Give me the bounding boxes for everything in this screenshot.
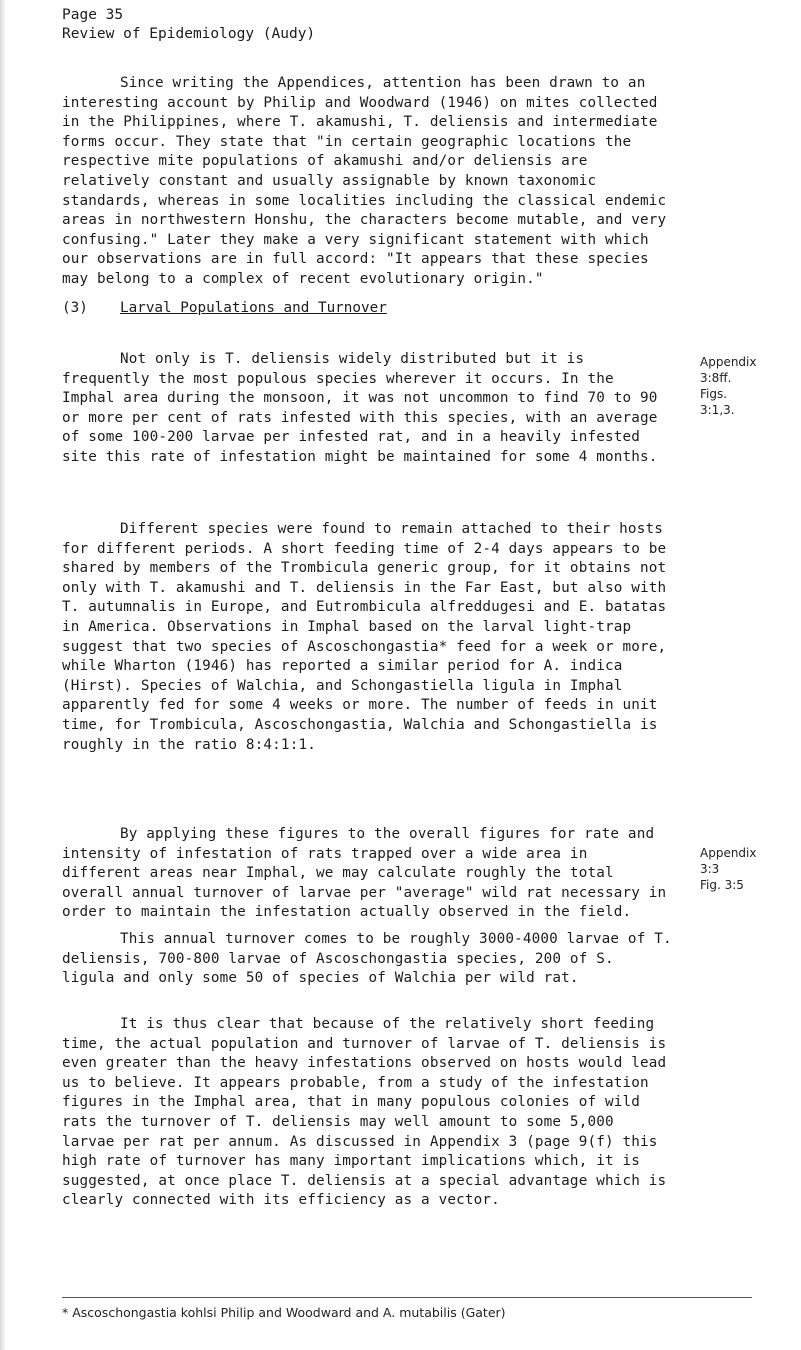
section-paragraph-3: By applying these figures to the overall figures for rate and intensity of infestation of rats trapped over a wide area in different areas near Imphal, we may calculate roughly the total overall annual turnover of larvae per "average" wild rat necessary in order to maintain the infestation actually observed in the field. <box>62 826 667 921</box>
page-edge-shadow <box>0 0 6 1350</box>
page-number: Page 35 <box>62 7 124 23</box>
section-paragraph-1: Not only is T. deliensis widely distributed but it is frequently the most populous species wherever it occurs. In the Imphal area during the monsoon, it was not uncommon to find 70 to 90 or more per cent of rats infested with this species, with an average of some 100-200 larvae per infested rat, and in a heavily infested site this rate of infestation might be maintained for some 4 months. <box>62 351 658 465</box>
section-paragraph-5: It is thus clear that because of the relatively short feeding time, the actual population and turnover of larvae of T. deliensis is even greater than the heavy infestations observed on hosts would lead us to believe. It appears probable, from a study of the infestation figures in the Imphal area, that in many populous colonies of wild rats the turnover of T. deliensis may well amount to some 5,000 larvae per rat per annum. As discussed in Appendix 3 (page 9(f) this high rate of turnover has many important implications which, it is suggested, at once place T. deliensis at a special advantage which is clearly connected with its efficiency as a vector. <box>62 1016 667 1209</box>
section-paragraph-4: This annual turnover comes to be roughly 3000-4000 larvae of T. deliensis, 700-800 larvae of Ascoschongastia species, 200 of S. ligula and only some 50 of species of Walchia per wild rat. <box>62 931 672 987</box>
footnote-divider <box>62 1297 752 1298</box>
margin-note-appendix-1: Appendix 3:8ff. Figs. 3:1,3. <box>700 355 757 417</box>
section-heading <box>62 300 387 316</box>
section-number: (3) <box>62 300 88 316</box>
footnote: * Ascoschongastia kohlsi Philip and Woodward and A. mutabilis (Gater) <box>62 1305 506 1320</box>
intro-paragraph: Since writing the Appendices, attention has been drawn to an interesting account by Philip and Woodward (1946) on mites collected in the Philippines, where T. akamushi, T. deliensis and intermediate forms occur. They state that "in certain geographic locations the respective mite populations of akamushi and/or deliensis are relatively constant and usually assignable by known taxonomic standards, whereas in some localities including the classical endemic areas in northwestern Honshu, the characters become mutable, and very confusing." Later they make a very significant statement with which our observations are in full accord: "It appears that these species may belong to a complex of recent evolutionary origin." <box>62 75 667 287</box>
margin-note-appendix-2: Appendix 3:3 Fig. 3:5 <box>700 846 757 892</box>
document-title: Review of Epidemiology (Audy) <box>62 26 316 42</box>
intro-block <box>62 74 674 290</box>
section-paragraph-2: Different species were found to remain attached to their hosts for different periods. A short feeding time of 2-4 days appears to be shared by members of the Trombicula generic group, for it obtains not only with T. akamushi and T. deliensis in the Far East, but also with T. autumnalis in Europe, and Eutrombicula alfreddugesi and E. batatas in America. Observations in Imphal based on the larval light-trap suggest that two species of Ascoschongastia* feed for a week or more, while Wharton (1946) has reported a similar period for A. indica (Hirst). Species of Walchia, and Schongastiella ligula in Imphal apparently fed for some 4 weeks or more. The number of feeds in unit time, for Trombicula, Ascoschongastia, Walchia and Schongastiella is roughly in the ratio 8:4:1:1. <box>62 521 667 753</box>
section-title: Larval Populations and Turnover <box>120 300 387 316</box>
page-header <box>62 6 315 44</box>
